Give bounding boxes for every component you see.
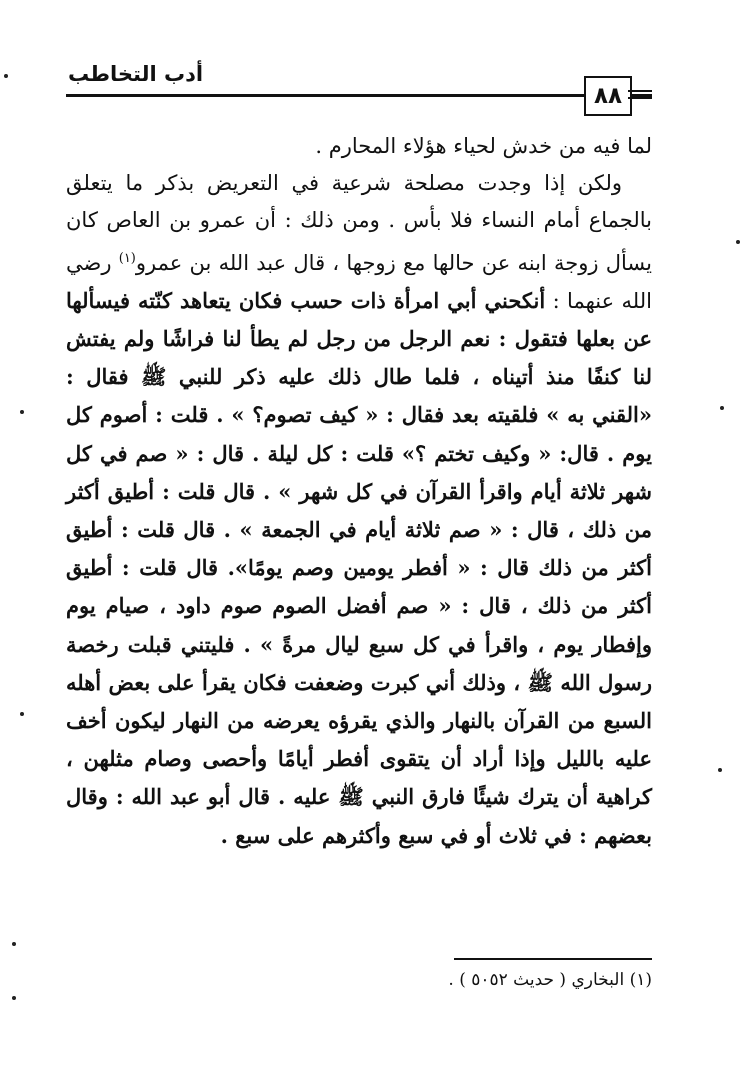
running-header-title: أدب التخاطب [68, 62, 204, 86]
paragraph-2 [66, 165, 652, 855]
footnote-rule [454, 958, 652, 960]
footnote: (١) البخاري ( حديث ٥٠٥٢ ) . [448, 970, 652, 990]
scan-speck [12, 942, 16, 946]
paragraph-2-text: رضي الله عنهما : [66, 250, 652, 313]
scan-speck [736, 240, 740, 244]
scan-speck [4, 74, 8, 78]
page-number-bar [628, 90, 652, 92]
paragraph-1: لما فيه من خدش لحياء هؤلاء المحارم . [315, 134, 652, 158]
paragraph-2-text: ولكن إذا وجدت مصلحة شرعية في التعريض بذكر ما يتعلق بالجماع أمام النساء فلا بأس . ومن ذلك : أن عمرو بن العاص كان يسأل زوجة ابنه عن حالها مع زوجها ، قال عبد الله بن عمرو [66, 171, 653, 275]
hadith-quote: أنكحني أبي امرأة ذات حسب فكان يتعاهد كنّته فيسألها عن بعلها فتقول : نعم الرجل من رجل لم يطأ لنا فراشًا ولم يفتش لنا كنفًا منذ أتيناه ، فلما طال ذلك عليه ذكر للنبي ﷺ فقال : «القني به » فلقيته بعد فقال : « كيف تصوم؟ » . قلت : أصوم كل يوم . قال: « وكيف تختم ؟» قلت : كل ليلة . قال : « صم في كل شهر ثلاثة أيام واقرأ القرآن في كل شهر » . قال قلت : أطيق أكثر من ذلك ، قال : « صم ثلاثة أيام في الجمعة » . قال قلت : أطيق أكثر من ذلك قال : « أفطر يومين وصم يومًا». قال قلت : أطيق أكثر من ذلك ، قال : « صم أفضل الصوم صوم داود ، صيام يوم وإفطار يوم ، واقرأ في كل سبع ليال مرةً » . فليتني قبلت رخصة رسول الله ﷺ ، وذلك أني كبرت وضعفت فكان يقرأ على بعض أهله السبع من القرآن بالنهار والذي يقرؤه يعرضه من النهار ليكون أخف عليه بالليل وإذا أراد أن يتقوى أفطر أيامًا وأحصى وصام مثلهن ، كراهية أن يترك شيئًا فارق النبي ﷺ عليه . قال أبو عبد الله : وقال بعضهم : في ثلاث أو في سبع وأكثرهم على سبع . [66, 287, 652, 848]
body-text [66, 128, 652, 855]
page-number: ٨٨ [584, 76, 632, 116]
scan-speck [20, 410, 24, 414]
scan-speck [718, 768, 722, 772]
scan-speck [12, 996, 16, 1000]
footnote-ref: (١) [118, 250, 136, 266]
scan-speck [20, 712, 24, 716]
scan-speck [720, 406, 724, 410]
page-number-bar [628, 97, 652, 99]
header-rule [66, 94, 652, 97]
